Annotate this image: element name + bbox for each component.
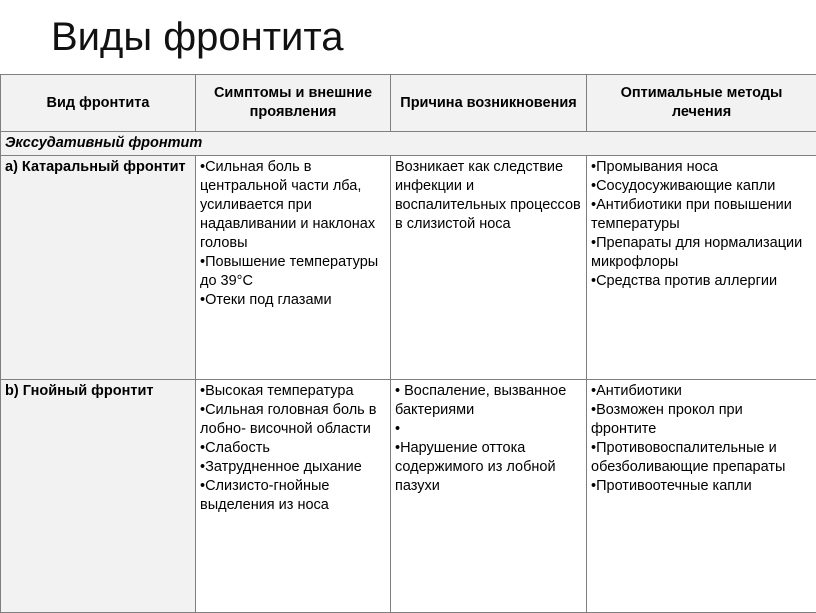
list-item: • Слизисто-гнойные выделения из носа xyxy=(200,477,386,515)
list-item: • Повышение температуры до 39°С xyxy=(200,253,386,291)
list-item: • Средства против аллергии xyxy=(591,272,812,291)
treatment-list xyxy=(591,158,812,291)
header-cause: Причина возникновения xyxy=(391,75,587,132)
list-item: • Возможен прокол при фронтите xyxy=(591,401,812,439)
row-treatment xyxy=(587,156,816,380)
list-item: • Препараты для нормализации микрофлоры xyxy=(591,234,812,272)
header-treatment: Оптимальные методы лечения xyxy=(587,75,816,132)
list-item: • Нарушение оттока содержимого из лобной пазухи xyxy=(395,439,582,496)
list-item: • Противовоспалительные и обезболивающие препараты xyxy=(591,439,812,477)
list-item: • Сильная боль в центральной части лба, усиливается при надавливании и наклонах головы xyxy=(200,158,386,253)
row-symptoms xyxy=(196,380,391,613)
header-symptoms: Симптомы и внешние проявления xyxy=(196,75,391,132)
cause-list xyxy=(395,158,582,234)
header-type: Вид фронтита xyxy=(1,75,196,132)
symptoms-list xyxy=(200,382,386,515)
list-item: • Сосудосуживающие капли xyxy=(591,177,812,196)
section-row xyxy=(1,132,816,156)
frontitis-table xyxy=(0,74,816,613)
list-item xyxy=(395,420,582,439)
list-item: • Промывания носа xyxy=(591,158,812,177)
table-row xyxy=(1,156,816,380)
list-item: • Противоотечные капли xyxy=(591,477,812,496)
cause-list xyxy=(395,382,582,496)
list-item: • Отеки под глазами xyxy=(200,291,386,310)
list-item: • Затрудненное дыхание xyxy=(200,458,386,477)
table-row xyxy=(1,380,816,613)
row-treatment xyxy=(587,380,816,613)
row-type: а) Катаральный фронтит xyxy=(1,156,196,380)
row-symptoms xyxy=(196,156,391,380)
symptoms-list xyxy=(200,158,386,310)
table-header-row xyxy=(1,75,816,132)
list-item: • Сильная головная боль в лобно- височной области xyxy=(200,401,386,439)
treatment-list xyxy=(591,382,812,496)
list-item: • Антибиотики при повышении температуры xyxy=(591,196,812,234)
list-item: • Антибиотики xyxy=(591,382,812,401)
section-title: Экссудативный фронтит xyxy=(1,132,816,156)
list-item: • Высокая температура xyxy=(200,382,386,401)
row-cause xyxy=(391,380,587,613)
list-item: • Слабость xyxy=(200,439,386,458)
row-type: b) Гнойный фронтит xyxy=(1,380,196,613)
row-cause xyxy=(391,156,587,380)
list-item: Возникает как следствие инфекции и воспалительных процессов в слизистой носа xyxy=(395,159,581,232)
slide-title: Виды фронтита xyxy=(51,15,344,59)
list-item: • Воспаление, вызванное бактериями xyxy=(395,382,582,420)
